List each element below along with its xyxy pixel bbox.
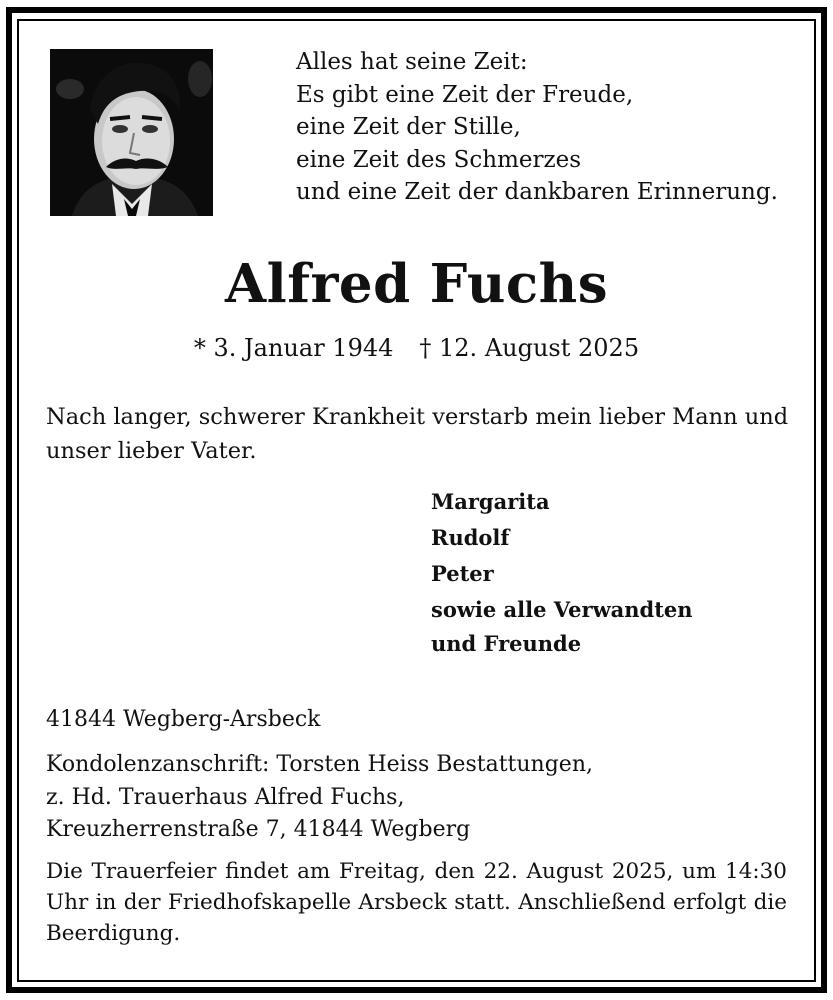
- portrait-photo: [50, 49, 213, 216]
- family-member: Peter: [431, 561, 494, 586]
- family-others-line: und Freunde: [431, 631, 582, 656]
- death-date: † 12. August 2025: [419, 334, 640, 362]
- family-location: 41844 Wegberg-Arsbeck: [46, 707, 321, 732]
- family-others-line: sowie alle Verwandten: [431, 597, 693, 622]
- ceremony-info: Die Trauerfeier findet am Freitag, den 22. August 2025, um 14:30 Uhr in der Friedhofskapelle Arsbeck statt. Anschließend erfolgt die Beerdigung.: [46, 859, 787, 946]
- address-line: Kreuzherrenstraße 7, 41844 Wegberg: [46, 817, 471, 842]
- motto-line: und eine Zeit der dankbaren Erinnerung.: [296, 179, 778, 205]
- address-line: Kondolenzanschrift: Torsten Heiss Bestattungen,: [46, 752, 593, 777]
- family-member: Rudolf: [431, 525, 510, 550]
- deceased-name: Alfred Fuchs: [224, 253, 609, 315]
- motto-line: eine Zeit des Schmerzes: [296, 146, 582, 173]
- birth-date: * 3. Januar 1944: [193, 334, 394, 362]
- life-dates: [0, 330, 833, 366]
- motto-line: Alles hat seine Zeit:: [296, 49, 528, 75]
- motto-line: Es gibt eine Zeit der Freude,: [296, 81, 634, 108]
- motto-verse: [296, 46, 776, 209]
- family-list: [431, 484, 791, 661]
- intro-text: Nach langer, schwerer Krankheit verstarb mein lieber Mann und unser lieber Vater.: [46, 404, 789, 464]
- condolence-address: [46, 749, 786, 847]
- address-line: z. Hd. Trauerhaus Alfred Fuchs,: [46, 784, 405, 810]
- motto-line: eine Zeit der Stille,: [296, 114, 521, 140]
- family-member: Margarita: [431, 489, 550, 514]
